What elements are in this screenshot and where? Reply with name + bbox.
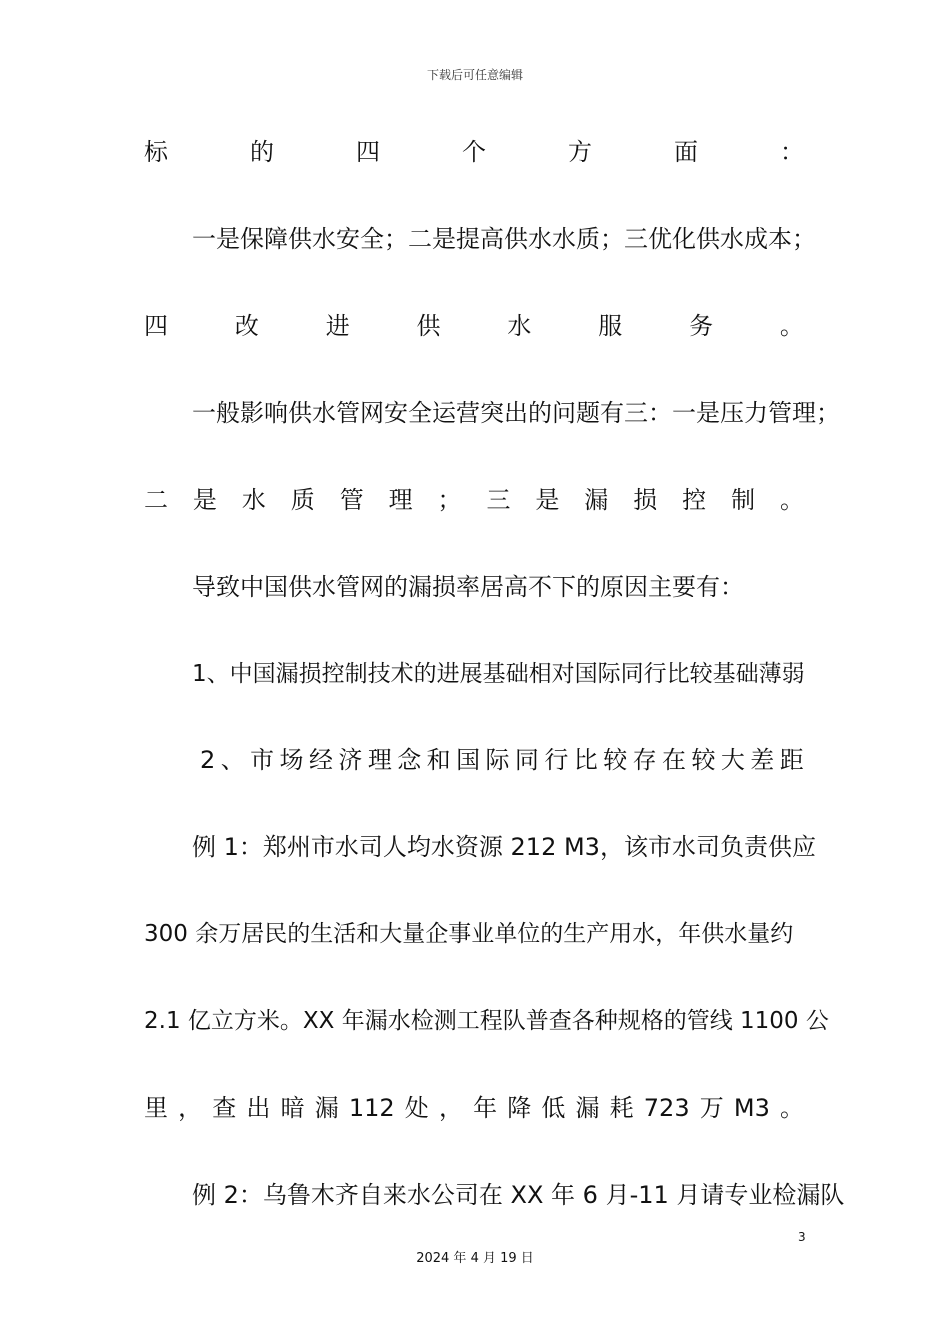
char: 大: [720, 746, 745, 774]
char: 制: [731, 486, 756, 514]
char: 年: [473, 1094, 498, 1122]
char: ；: [437, 486, 462, 514]
char: 务: [689, 312, 714, 340]
char: 个: [462, 138, 486, 166]
char: 水: [241, 486, 266, 514]
char: 理: [388, 486, 413, 514]
char: ：: [780, 138, 804, 166]
char: 质: [290, 486, 315, 514]
text-line-4: 一般影响供水管网安全运营突出的问题有三：一是压力管理；: [192, 399, 840, 427]
char: 方: [568, 138, 592, 166]
char: 四: [144, 312, 168, 340]
char: 处: [404, 1094, 429, 1122]
char: 服: [598, 312, 623, 340]
text-line-3: [144, 311, 804, 341]
text-line-2: 一是保障供水安全；二是提高供水水质；三优化供水成本；: [192, 225, 816, 253]
char: 三: [486, 486, 511, 514]
page-number: 3: [798, 1230, 806, 1244]
char: 四: [356, 138, 380, 166]
char: 漏: [584, 486, 609, 514]
char: 、: [220, 746, 245, 774]
char: 和: [426, 746, 451, 774]
char: 际: [485, 746, 510, 774]
char: M3: [733, 1094, 770, 1122]
text-line-6: 导致中国供水管网的漏损率居高不下的原因主要有：: [192, 573, 744, 601]
char: 出: [246, 1094, 271, 1122]
page-header: 下载后可任意编辑: [426, 68, 523, 82]
text-line-5: [144, 485, 804, 515]
char: 场: [279, 746, 304, 774]
char: 行: [544, 746, 569, 774]
page-footer-date: 2024 年 4 月 19 日: [416, 1251, 534, 1266]
char: 损: [633, 486, 658, 514]
text-line-7: 1、中国漏损控制技术的进展基础相对国际同行比较基础薄弱: [192, 661, 805, 687]
char: 较: [603, 746, 628, 774]
char: 是: [192, 486, 217, 514]
char: 723: [643, 1094, 690, 1122]
char: 念: [397, 746, 422, 774]
char: 暗: [280, 1094, 305, 1122]
char: 管: [339, 486, 364, 514]
char: 低: [541, 1094, 566, 1122]
char: 差: [750, 746, 775, 774]
char: 距: [779, 746, 804, 774]
char: 查: [212, 1094, 237, 1122]
char: 理: [367, 746, 392, 774]
char: 万: [699, 1094, 724, 1122]
text-line-11: 2.1 亿立方米。XX 年漏水检测工程队普查各种规格的管线 1100 公: [144, 1008, 829, 1034]
char: 存: [632, 746, 657, 774]
char: 漏: [575, 1094, 600, 1122]
char: 进: [325, 312, 350, 340]
char: ，: [178, 1094, 203, 1122]
text-line-8: [200, 745, 804, 775]
char: 112: [348, 1094, 395, 1122]
char: 供: [416, 312, 441, 340]
char: 控: [682, 486, 707, 514]
char: 改: [234, 312, 259, 340]
text-line-13: 例 2：乌鲁木齐自来水公司在 XX 年 6 月-11 月请专业检漏队: [192, 1181, 845, 1209]
char: 二: [144, 486, 168, 514]
char: 在: [662, 746, 687, 774]
char: 较: [691, 746, 716, 774]
char: 降: [507, 1094, 532, 1122]
char: 比: [573, 746, 598, 774]
char: 国: [456, 746, 481, 774]
char: ，: [438, 1094, 463, 1122]
char: 水: [507, 312, 532, 340]
char: 。: [779, 312, 804, 340]
char: 是: [535, 486, 560, 514]
text-line-9: 例 1：郑州市水司人均水资源 212 M3，该市水司负责供应: [192, 833, 816, 861]
char: 。: [779, 486, 804, 514]
char: 的: [250, 138, 274, 166]
char: 标: [144, 138, 168, 166]
char: 。: [780, 1094, 804, 1122]
char: 2: [200, 746, 216, 774]
text-line-12: [144, 1093, 804, 1123]
text-line-10: 300 余万居民的生活和大量企事业单位的生产用水，年供水量约: [144, 921, 794, 947]
char: 耗: [609, 1094, 634, 1122]
char: 里: [144, 1094, 168, 1122]
char: 同: [514, 746, 539, 774]
char: 市: [250, 746, 275, 774]
text-line-1: [144, 137, 804, 167]
char: 漏: [314, 1094, 339, 1122]
char: 经: [308, 746, 333, 774]
char: 面: [674, 138, 698, 166]
char: 济: [338, 746, 363, 774]
